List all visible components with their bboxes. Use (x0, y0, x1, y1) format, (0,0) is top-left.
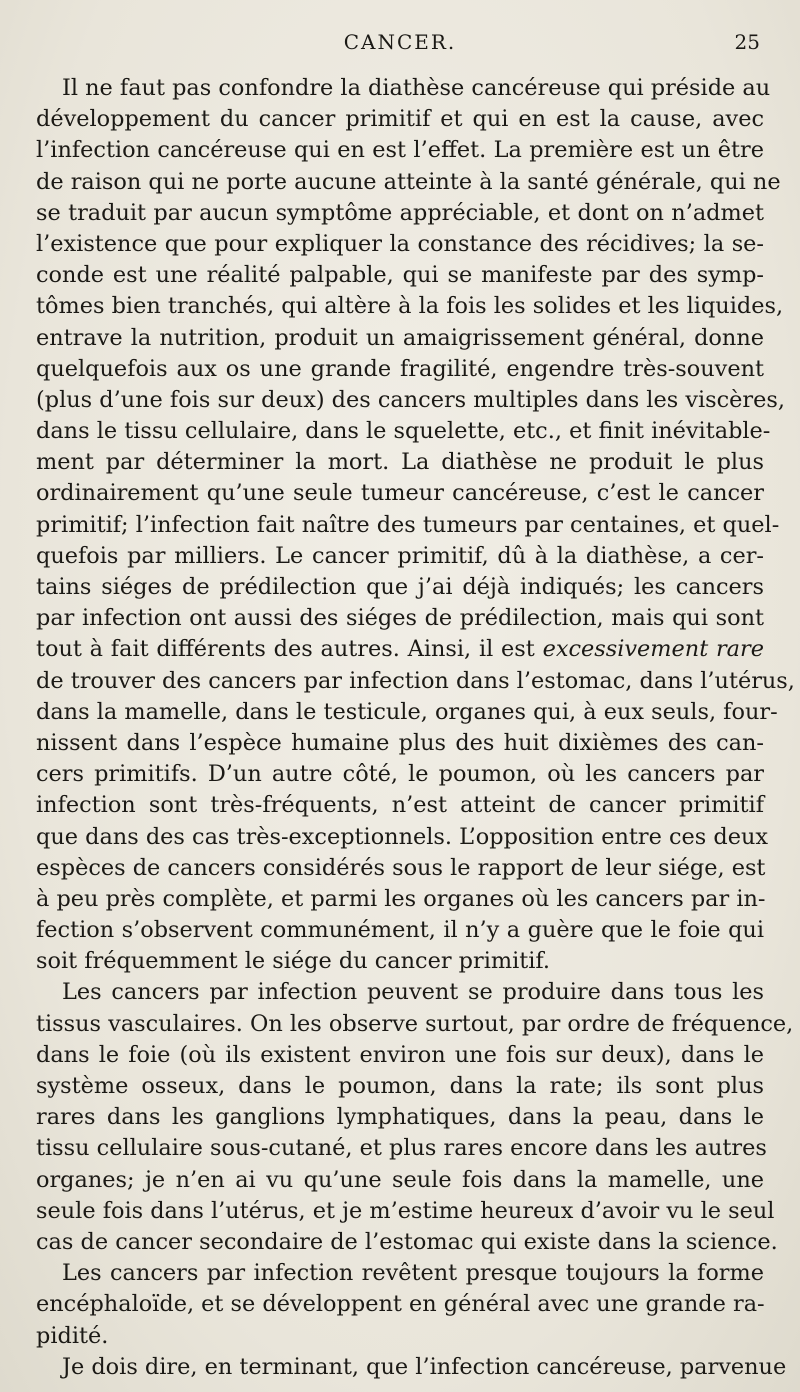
text-line: soit fréquemment le siége du cancer primitif. (36, 948, 551, 975)
text-line: se traduit par aucun symptôme appréciable, et dont on n’admet (36, 199, 764, 226)
text-line: développement du cancer primitif et qui en est la cause, avec (36, 106, 764, 133)
text-line: système osseux, dans le poumon, dans la rate; ils sont plus (36, 1073, 764, 1099)
text-line: de raison qui ne porte aucune atteinte à la santé générale, qui ne (36, 168, 781, 195)
text-line: dans le foie (où ils existent environ une fois sur deux), dans le (36, 1041, 764, 1068)
text-line: ment par déterminer la mort. La diathèse ne produit le plus (36, 449, 764, 476)
text-line: primitif; l’infection fait naître des tumeurs par centaines, et quel- (36, 511, 780, 538)
text-line: tout à fait différents des autres. Ainsi, il est excessivement rare (36, 636, 764, 663)
paragraph (36, 73, 795, 977)
text-line: fection s’observent communément, il n’y a guère que le foie qui (36, 917, 764, 944)
text-line: Je dois dire, en terminant, que l’infection cancéreuse, parvenue (62, 1353, 787, 1380)
text-line: ordinairement qu’une seule tumeur cancéreuse, c’est le cancer (36, 480, 764, 507)
text-line: rares dans les ganglions lymphatiques, dans la peau, dans le (36, 1104, 764, 1131)
text-line: cers primitifs. D’un autre côté, le poumon, où les cancers par (36, 761, 764, 788)
text-line: nissent dans l’espèce humaine plus des huit dixièmes des can- (36, 729, 764, 756)
paragraph (36, 1258, 764, 1352)
text-line: Les cancers par infection revêtent presque toujours la forme (62, 1260, 764, 1287)
text-line: organes; je n’en ai vu qu’une seule fois dans la mamelle, une (36, 1166, 764, 1193)
text-line: tissus vasculaires. On les observe surtout, par ordre de fréquence, (36, 1010, 794, 1037)
running-title: CANCER. (343, 30, 457, 54)
text-line: quefois par milliers. Le cancer primitif, dû à la diathèse, a cer- (36, 542, 764, 569)
running-head (36, 30, 764, 60)
text-line: à peu près complète, et parmi les organes où les cancers par in- (36, 885, 766, 912)
text-line: de trouver des cancers par infection dans l’estomac, dans l’utérus, (36, 667, 795, 694)
text-line: conde est une réalité palpable, qui se manifeste par des symp- (36, 262, 764, 289)
text-line: cas de cancer secondaire de l’estomac qui existe dans la science. (36, 1228, 778, 1255)
text-line: dans le tissu cellulaire, dans le squelette, etc., et finit inévitable- (36, 418, 771, 445)
text-line: infection sont très-fréquents, n’est atteint de cancer primitif (36, 792, 764, 819)
body-text (36, 73, 795, 1383)
text-line: tômes bien tranchés, qui altère à la fois les solides et les liquides, (36, 293, 784, 320)
text-line: encéphaloïde, et se développent en général avec une grande ra- (36, 1291, 765, 1318)
text-line: entrave la nutrition, produit un amaigrissement général, donne (36, 324, 764, 351)
text-line: que dans des cas très-exceptionnels. L’opposition entre ces deux (36, 823, 768, 850)
text-line: dans la mamelle, dans le testicule, organes qui, à eux seuls, four- (36, 698, 778, 725)
text-line: l’existence que pour expliquer la constance des récidives; la se- (36, 230, 764, 257)
text-line: l’infection cancéreuse qui en est l’effet. La première est un être (36, 137, 764, 164)
text-line: (plus d’une fois sur deux) des cancers multiples dans les viscères, (36, 386, 785, 413)
text-line: tains siéges de prédilection que j’ai déjà indiqués; les cancers (36, 574, 764, 600)
text-line: seule fois dans l’utérus, et je m’estime heureux d’avoir vu le seul (36, 1197, 775, 1224)
paragraph (36, 977, 794, 1258)
text-line: espèces de cancers considérés sous le rapport de leur siége, est (36, 854, 766, 881)
page-number: 25 (734, 30, 760, 54)
text-line: tissu cellulaire sous-cutané, et plus rares encore dans les autres (36, 1135, 767, 1162)
text-line: par infection ont aussi des siéges de prédilection, mais qui sont (36, 605, 764, 632)
paragraph (36, 1352, 787, 1383)
text-line: pidité. (36, 1322, 109, 1349)
text-line: quelquefois aux os une grande fragilité, engendre très-souvent (36, 355, 764, 382)
text-line: Les cancers par infection peuvent se produire dans tous les (62, 979, 764, 1006)
text-line: Il ne faut pas confondre la diathèse cancéreuse qui préside au (62, 75, 771, 101)
